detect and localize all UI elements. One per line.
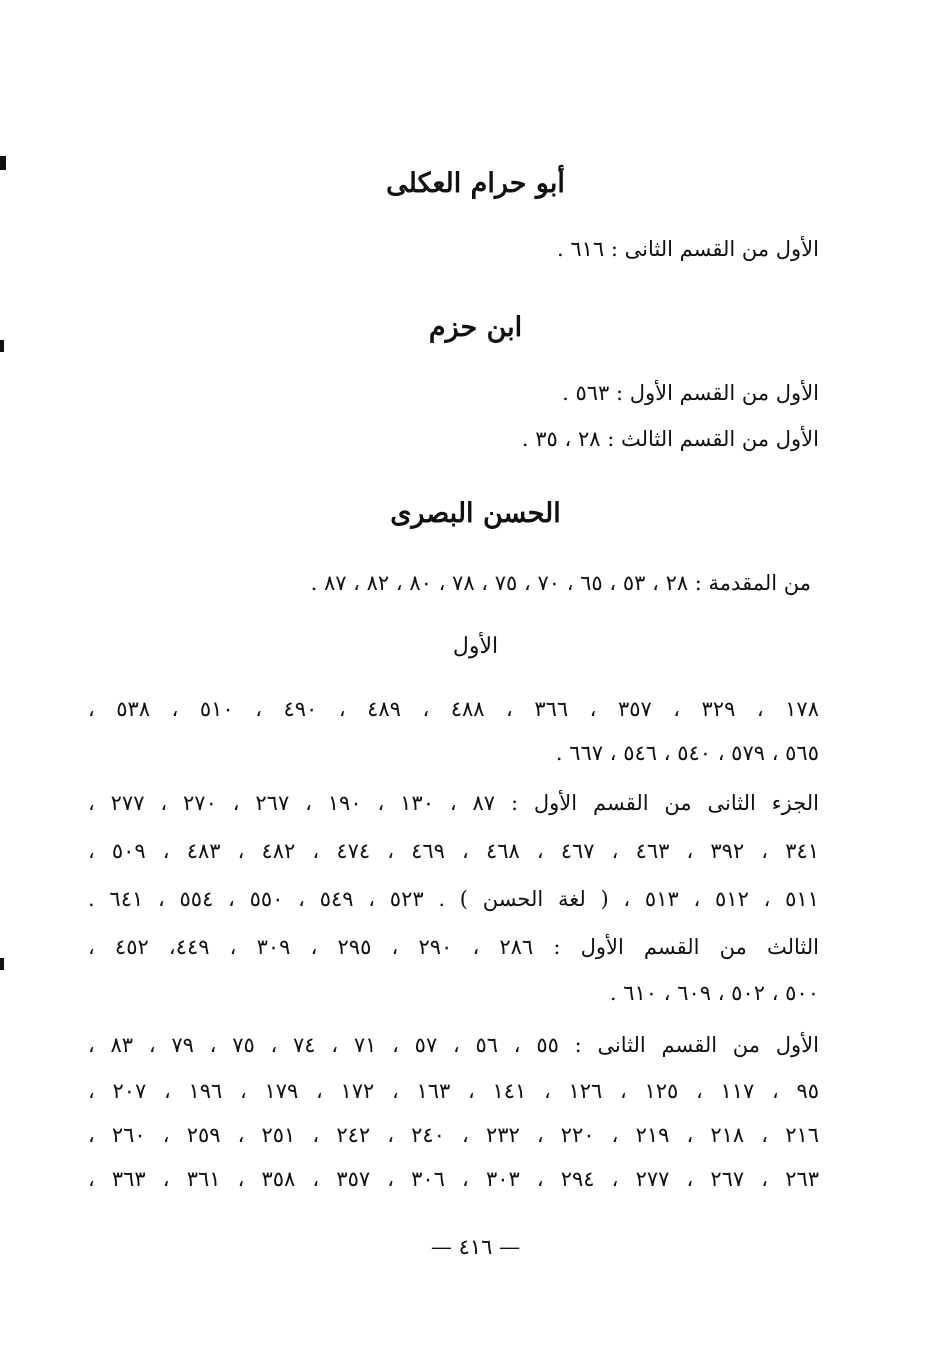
page-number: — ٤١٦ — [430,1235,521,1259]
scan-edge-mark [0,958,4,970]
entry-line: ٥١١ ، ٥١٢ ، ٥١٣ ، ( لغة الحسن ) . ٥٢٣ ، ٥٤٩ ، ٥٥٠ ، ٥٥٤ ، ٦٤١ . [88,887,819,911]
entry-line: ٢٦٣ ، ٢٦٧ ، ٢٧٧ ، ٢٩٤ ، ٣٠٣ ، ٣٠٦ ، ٣٥٧ ، ٣٥٨ ، ٣٦١ ، ٣٦٣ ، [88,1167,819,1191]
scan-edge-mark [0,340,4,352]
entry-line: ٣٤١ ، ٣٩٢ ، ٤٦٣ ، ٤٦٧ ، ٤٦٨ ، ٤٦٩ ، ٤٧٤ ، ٤٨٢ ، ٤٨٣ ، ٥٠٩ ، [88,839,819,863]
entry-line: الأول من القسم الثانى : ٦١٦ . [557,237,819,261]
entry-intro-line: من المقدمة : ٢٨ ، ٥٣ ، ٦٥ ، ٧٠ ، ٧٥ ، ٧٨ ، ٨٠ ، ٨٢ ، ٨٧ . [310,571,811,595]
entry-heading-abu-haram: أبو حرام العكلى [386,168,565,199]
scan-edge-mark [0,156,6,170]
entry-line: الأول من القسم الأول : ٥٦٣ . [562,381,819,405]
entry-line: الثالث من القسم الأول : ٢٨٦ ، ٢٩٠ ، ٢٩٥ ، ٣٠٩ ، ٤٤٩، ٤٥٢ ، [88,935,819,959]
entry-heading-ibn-hazm: ابن حزم [428,312,523,343]
entry-subheading: الأول [452,634,499,659]
entry-line: ٩٥ ، ١١٧ ، ١٢٥ ، ١٢٦ ، ١٤١ ، ١٦٣ ، ١٧٢ ، ١٧٩ ، ١٩٦ ، ٢٠٧ ، [88,1079,819,1103]
entry-line: ٥٦٥ ، ٥٧٩ ، ٥٤٠ ، ٥٤٦ ، ٦٦٧ . [555,741,819,765]
entry-line: الأول من القسم الثالث : ٢٨ ، ٣٥ . [521,427,819,451]
entry-line: ٢١٦ ، ٢١٨ ، ٢١٩ ، ٢٢٠ ، ٢٣٢ ، ٢٤٠ ، ٢٤٢ ، ٢٥١ ، ٢٥٩ ، ٢٦٠ ، [88,1123,819,1147]
entry-line: الجزء الثانى من القسم الأول : ٨٧ ، ١٣٠ ، ١٩٠ ، ٢٦٧ ، ٢٧٠ ، ٢٧٧ ، [88,791,819,815]
entry-line: الأول من القسم الثانى : ٥٥ ، ٥٦ ، ٥٧ ، ٧١ ، ٧٤ ، ٧٥ ، ٧٩ ، ٨٣ ، [88,1033,819,1057]
entry-line: ١٧٨ ، ٣٢٩ ، ٣٥٧ ، ٣٦٦ ، ٤٨٨ ، ٤٨٩ ، ٤٩٠ ، ٥١٠ ، ٥٣٨ ، [88,697,819,721]
entry-heading-hasan-basri: الحسن البصرى [390,498,561,529]
entry-line: ٥٠٠ ، ٥٠٢ ، ٦٠٩ ، ٦١٠ . [609,981,819,1005]
